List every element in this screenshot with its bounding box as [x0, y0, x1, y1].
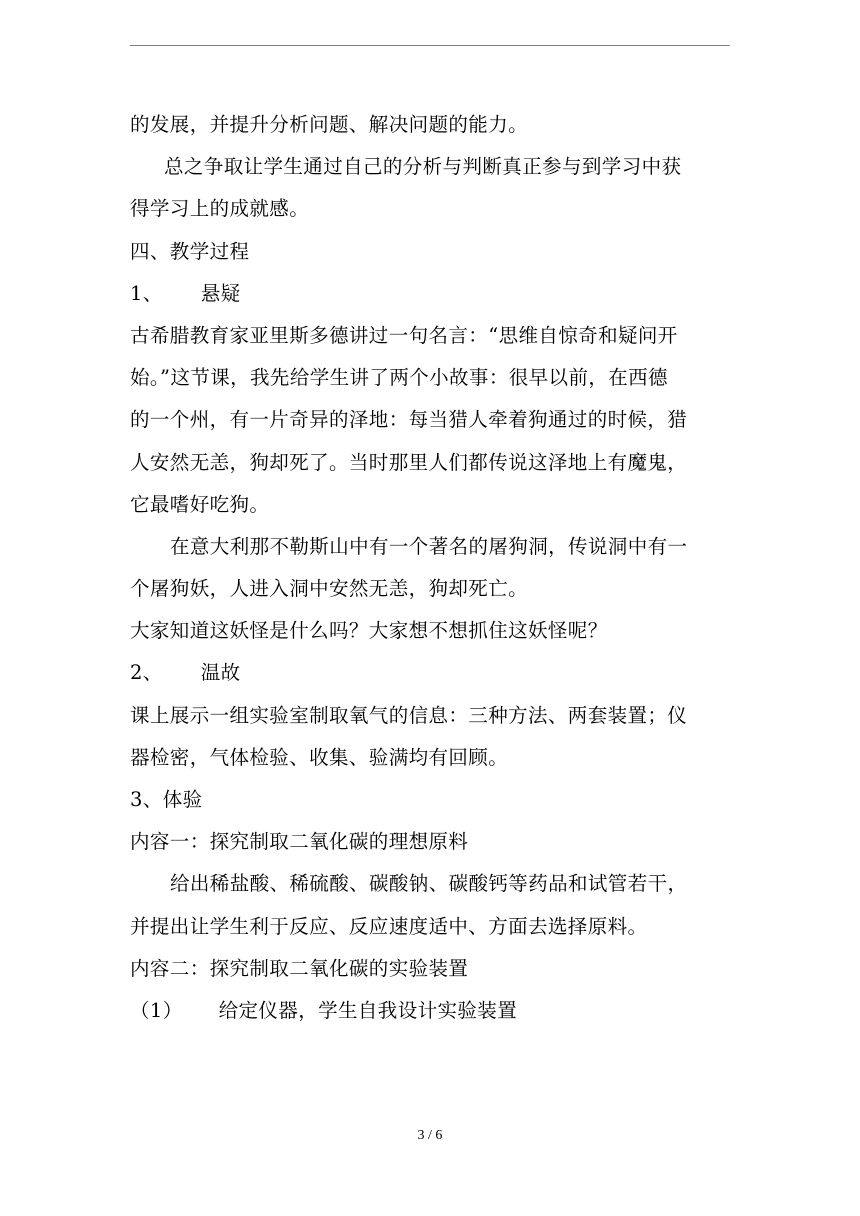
document-body [130, 104, 730, 1032]
list-number: 1、 [130, 281, 163, 305]
paragraph-line: 课上展示一组实验室制取氧气的信息：三种方法、两套装置；仪 [130, 703, 688, 727]
paragraph-line: 人安然无恙，狗却死了。当时那里人们都传说这泽地上有魔鬼， [130, 450, 688, 474]
header-rule [130, 45, 730, 46]
paragraph-line: 得学习上的成就感。 [130, 197, 310, 221]
list-heading-text: 悬疑 [200, 281, 241, 305]
list-number: （1） [130, 998, 183, 1022]
paragraph-line: 的一个州，有一片奇异的泽地：每当猎人牵着狗通过的时候，猎 [130, 408, 688, 432]
paragraph-line: 器检密，气体检验、收集、验满均有回顾。 [130, 745, 509, 769]
paragraph-line: 古希腊教育家亚里斯多德讲过一句名言：“思维自惊奇和疑问开 [130, 323, 678, 347]
paragraph-line: 的发展，并提升分析问题、解决问题的能力。 [130, 113, 529, 136]
paragraph-line: 大家知道这妖怪是什么吗？大家想不想抓住这妖怪呢？ [130, 619, 608, 643]
section-heading: 四、教学过程 [130, 239, 250, 263]
numbered-heading: 3、体验 [130, 788, 203, 811]
list-number: 2、 [130, 661, 163, 685]
paragraph-line: 始。”这节课，我先给学生讲了两个小故事：很早以前，在西德 [130, 366, 668, 390]
paragraph-line: 总之争取让学生通过自己的分析与判断真正参与到学习中获 [164, 155, 682, 179]
paragraph-line: 并提出让学生利于反应、反应速度适中、方面去选择原料。 [130, 914, 648, 938]
list-heading-text: 给定仪器，学生自我设计实验装置 [218, 998, 518, 1022]
page-number: 3 / 6 [417, 1128, 443, 1143]
list-heading-text: 温故 [200, 661, 241, 685]
paragraph-line: 在意大利那不勒斯山中有一个著名的屠狗洞，传说洞中有一 [170, 534, 688, 558]
numbered-heading [130, 652, 730, 694]
paragraph-line: 个屠狗妖，人进入洞中安然无恙，狗却死亡。 [130, 577, 529, 601]
numbered-heading [130, 273, 730, 315]
paragraph-line: 给出稀盐酸、稀硫酸、碳酸钠、碳酸钙等药品和试管若干， [170, 872, 688, 896]
numbered-heading [130, 990, 730, 1032]
subsection-heading: 内容二：探究制取二氧化碳的实验装置 [130, 956, 469, 980]
subsection-heading: 内容一：探究制取二氧化碳的理想原料 [130, 830, 469, 854]
paragraph-line: 它最嗜好吃狗。 [130, 492, 270, 516]
